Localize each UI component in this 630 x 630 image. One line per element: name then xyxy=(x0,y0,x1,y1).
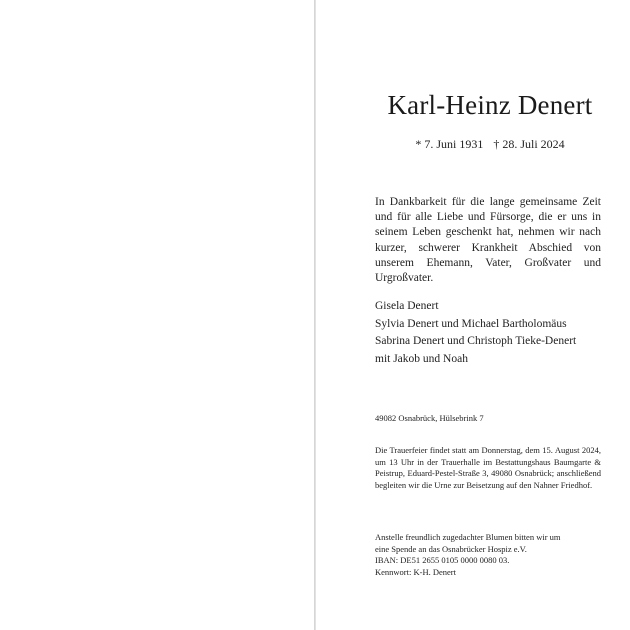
signer: Sabrina Denert und Christoph Tieke-Denert xyxy=(375,335,577,348)
donation-line: IBAN: DE51 2655 0105 0000 0080 03. xyxy=(375,555,510,566)
signers-list xyxy=(375,298,615,368)
ceremony-info: Die Trauerfeier findet statt am Donnerstag, dem 15. August 2024, um 13 Uhr in der Trauerhalle im Bestattungshaus Baumgarte & Peistrup, Eduard-Pestel-Straße 3, 49080 Osnabrück; anschließend begleiten wir die Urne zur Beisetzung auf den Nahner Friedhof. xyxy=(375,445,601,490)
donation-line: eine Spende an das Osnabrücker Hospiz e.V. xyxy=(375,543,527,554)
signer: mit Jakob und Noah xyxy=(375,352,468,365)
memorial-paragraph: In Dankbarkeit für die lange gemeinsame Zeit und für alle Liebe und Fürsorge, die er uns in seinem Leben geschenkt hat, nehmen wir nach kurzer, schwerer Krankheit Abschied von unserem Ehemann, Vater, Großvater und Urgroßvater. xyxy=(375,196,601,285)
birth-date: * 7. Juni 1931 xyxy=(415,137,484,151)
memorial-text xyxy=(375,195,601,286)
signer: Gisela Denert xyxy=(375,300,439,312)
deceased-name: Karl-Heinz Denert xyxy=(387,90,593,120)
donation-line: Anstelle freundlich zugedachter Blumen bitten wir um xyxy=(375,532,561,542)
donation-line: Kennwort: K-H. Denert xyxy=(375,566,456,577)
left-page xyxy=(0,0,314,630)
family-address: 49082 Osnabrück, Hülsebrink 7 xyxy=(375,413,484,423)
death-date: † 28. Juli 2024 xyxy=(493,137,565,151)
life-dates xyxy=(375,137,605,152)
signer: Sylvia Denert und Michael Bartholomäus xyxy=(375,317,567,330)
donation-info xyxy=(375,532,601,578)
